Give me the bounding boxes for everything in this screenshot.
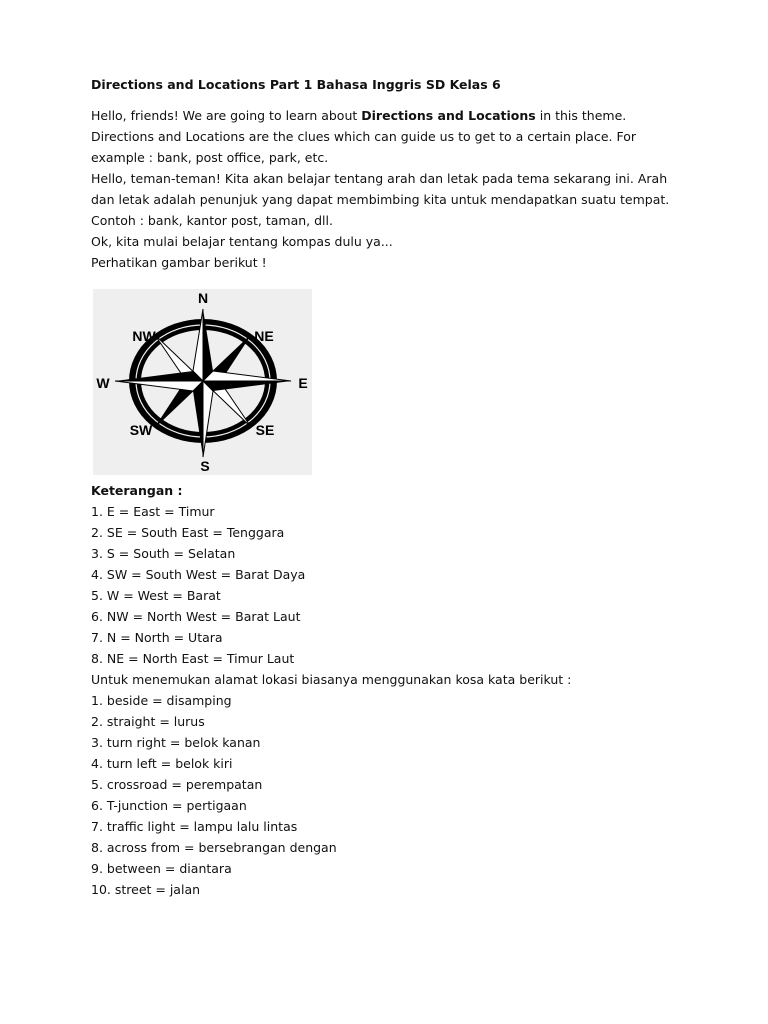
keterangan-item: 1. E = East = Timur: [91, 504, 215, 519]
intro-line-4: Hello, teman-teman! Kita akan belajar tentang arah dan letak pada tema sekarang ini. Arah: [91, 171, 668, 186]
compass-label-se: SE: [255, 422, 275, 438]
greeting-bold-text: Directions and Locations: [361, 108, 536, 123]
compass-label-sw: SW: [129, 422, 153, 438]
compass-rose-icon: [93, 289, 312, 475]
compass-label-n: N: [197, 290, 209, 306]
compass-label-e: E: [298, 375, 308, 391]
greeting-text: Hello, friends! We are going to learn about: [91, 108, 362, 123]
vocab-intro: Untuk menemukan alamat lokasi biasanya menggunakan kosa kata berikut :: [91, 672, 572, 687]
vocab-item: 5. crossroad = perempatan: [91, 777, 263, 792]
vocab-item: 9. between = diantara: [91, 861, 232, 876]
vocab-item: 3. turn right = belok kanan: [91, 735, 261, 750]
vocab-item: 4. turn left = belok kiri: [91, 756, 233, 771]
compass-label-w: W: [96, 375, 110, 391]
intro-line-2: Directions and Locations are the clues which can guide us to get to a certain place. For: [91, 129, 636, 144]
keterangan-list: [91, 501, 701, 669]
compass-rose-figure: [93, 289, 312, 475]
keterangan-item: 4. SW = South West = Barat Daya: [91, 567, 306, 582]
intro-line-5: dan letak adalah penunjuk yang dapat membimbing kita untuk mendapatkan suatu tempat.: [91, 192, 670, 207]
vocab-list: [91, 690, 701, 900]
compass-label-ne: NE: [254, 328, 274, 344]
intro-line-7: Ok, kita mulai belajar tentang kompas dulu ya...: [91, 234, 393, 249]
vocab-item: 1. beside = disamping: [91, 693, 232, 708]
intro-line-8: Perhatikan gambar berikut !: [91, 255, 267, 270]
vocab-item: 8. across from = bersebrangan dengan: [91, 840, 337, 855]
intro-line-6: Contoh : bank, kantor post, taman, dll.: [91, 213, 333, 228]
keterangan-item: 6. NW = North West = Barat Laut: [91, 609, 301, 624]
keterangan-item: 3. S = South = Selatan: [91, 546, 236, 561]
keterangan-item: 8. NE = North East = Timur Laut: [91, 651, 295, 666]
document-title: Directions and Locations Part 1 Bahasa Inggris SD Kelas 6: [91, 77, 501, 92]
greeting-end-text: in this theme.: [535, 108, 627, 123]
intro-line-3: example : bank, post office, park, etc.: [91, 150, 329, 165]
keterangan-heading: Keterangan :: [91, 483, 183, 498]
compass-label-s: S: [200, 458, 210, 474]
vocab-item: 10. street = jalan: [91, 882, 201, 897]
compass-label-nw: NW: [132, 328, 156, 344]
keterangan-item: 2. SE = South East = Tenggara: [91, 525, 285, 540]
legend-section: [91, 480, 701, 900]
vocab-item: 7. traffic light = lampu lalu lintas: [91, 819, 298, 834]
keterangan-item: 5. W = West = Barat: [91, 588, 221, 603]
intro-line-1: [91, 105, 701, 126]
vocab-item: 6. T-junction = pertigaan: [91, 798, 247, 813]
vocab-item: 2. straight = lurus: [91, 714, 205, 729]
keterangan-item: 7. N = North = Utara: [91, 630, 223, 645]
intro-paragraph: [91, 105, 701, 273]
